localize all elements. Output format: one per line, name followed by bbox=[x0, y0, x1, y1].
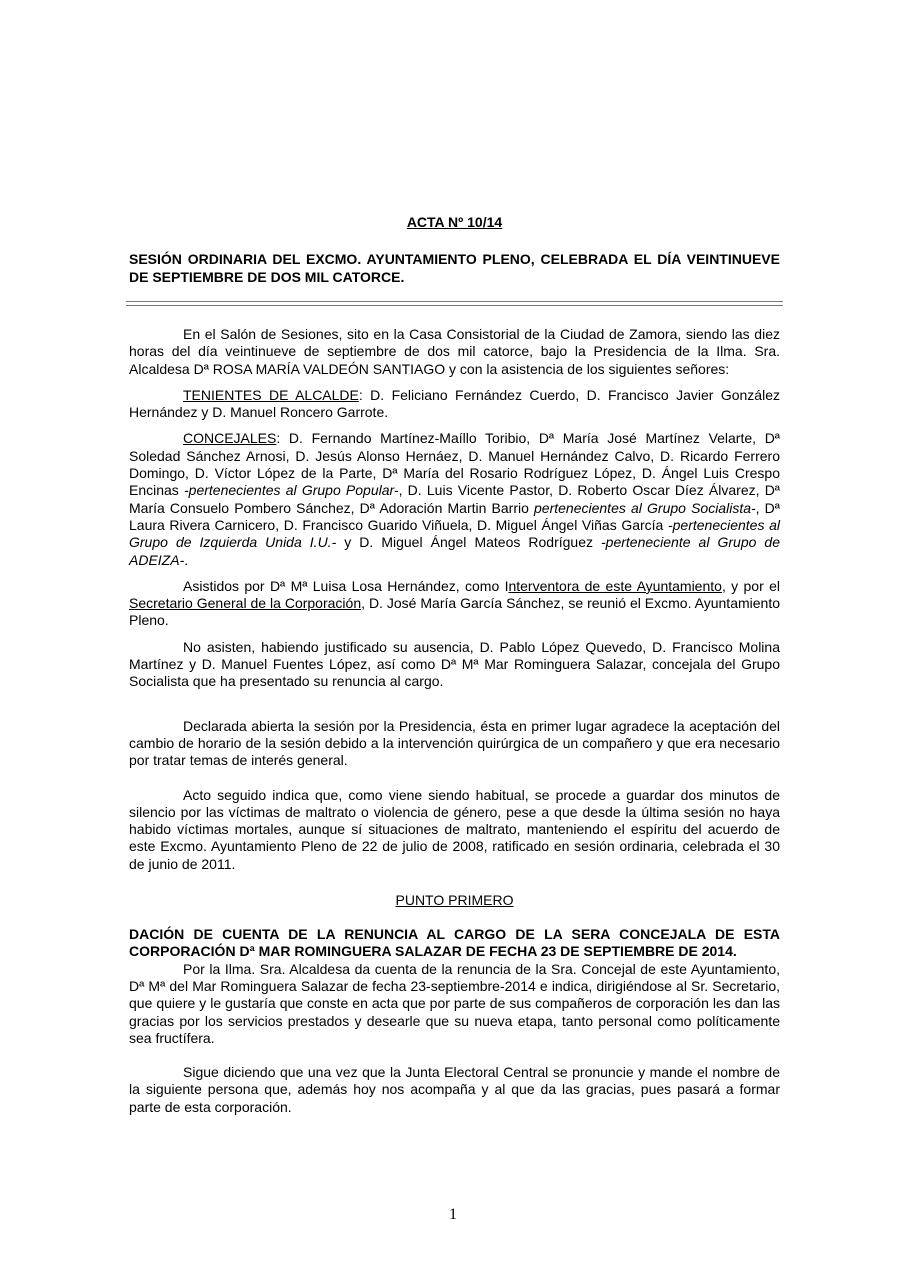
punto-primero-heading: PUNTO PRIMERO bbox=[395, 892, 514, 909]
concejales-text-2: , D. Luis Vicente Pastor, D. Roberto Oscar Díez Álvarez, Dª María Consuelo Pombero Sánchez, Dª Adoración Martin Barrio bbox=[129, 482, 780, 516]
intro-paragraph: En el Salón de Sesiones, sito en la Casa Consistorial de la Ciudad de Zamora, siendo las diez horas del día veintinueve de septiembre de dos mil catorce, bajo la Presidencia de la Ilma. Sra. Alcaldesa Dª ROSA MARÍA VALDEÓN SANTIAGO y con la asistencia de los siguientes señores: bbox=[129, 326, 780, 377]
interventora-underlined: nterventora de este Ayuntamiento bbox=[508, 577, 722, 594]
tenientes-paragraph bbox=[129, 387, 780, 422]
page-number: 1 bbox=[449, 1206, 457, 1223]
grupo-popular-note: -pertenecientes al Grupo Popular- bbox=[184, 482, 399, 499]
grupo-iu-note: -pertenecientes al Grupo de Izquierda Unida I.U.- bbox=[129, 516, 780, 551]
asistidos-text-2: , y por el bbox=[721, 577, 780, 594]
concejales-text-4: y D. Miguel Ángel Mateos Rodríguez bbox=[336, 534, 602, 551]
tenientes-label: TENIENTES DE ALCALDE bbox=[183, 386, 359, 403]
grupo-adeiza-note: -perteneciente al Grupo de ADEIZA- bbox=[129, 534, 780, 568]
acto-paragraph: Acto seguido indica que, como viene siendo habitual, se procede a guardar dos minutos de silencio por las víctimas de maltrato o violencia de género, pese a que desde la última sesión no haya habido víctimas mortales, aunque sí situaciones de maltrato, manteniendo el espíritu del acuerdo de este Excmo. Ayuntamiento Pleno de 22 de julio de 2008, ratificado en sesión ordinaria, celebrada el 30 de junio de 2011. bbox=[129, 786, 780, 872]
por-la-paragraph: Por la Ilma. Sra. Alcaldesa da cuenta de la renuncia de la Sra. Concejal de este Ayuntamiento, Dª Mª del Mar Rominguera Salazar de fecha 23-septiembre-2014 e indica, dirigiéndose al Sr. Secretario, que quiere y le gustaría que conste en acta que por parte de sus compañeros de corporación les dan las gracias por los servicios prestados y desearle que su nueva etapa, tanto personal como políticamente sea fructífera. bbox=[129, 960, 780, 1046]
acta-title: ACTA Nº 10/14 bbox=[406, 214, 503, 230]
asistidos-text-3: , D. José María García Sánchez, se reunió el Excmo. Ayuntamiento Pleno. bbox=[129, 595, 780, 629]
double-divider bbox=[126, 301, 783, 306]
grupo-socialista-note: pertenecientes al Grupo Socialista- bbox=[534, 499, 756, 516]
asistidos-text-1: Asistidos por Dª Mª Luisa Losa Hernández, como I bbox=[183, 577, 509, 594]
concejales-text-5: . bbox=[184, 551, 189, 568]
sigue-paragraph: Sigue diciendo que una vez que la Junta Electoral Central se pronuncie y mande el nombre de la siguiente persona que, además hoy nos acompaña y al que da las gracias, pues pasará a formar parte de esta corporación. bbox=[129, 1064, 780, 1115]
concejales-text-1: : D. Fernando Martínez-Maíllo Toribio, Dª María José Martínez Velarte, Dª Soledad Sánchez Arnosi, D. Jesús Alonso Hernáez, D. Manuel Hernández Calvo, D. Ricardo Ferrero Domingo, D. Víctor López de la Parte, Dª María del Rosario Rodríguez López, D. Ángel Luis Crespo Encinas bbox=[129, 430, 780, 499]
concejales-label: CONCEJALES bbox=[183, 430, 277, 447]
concejales-paragraph bbox=[129, 430, 780, 568]
tenientes-text: : D. Feliciano Fernández Cuerdo, D. Francisco Javier González Hernández y D. Manuel Roncero Garrote. bbox=[129, 386, 780, 421]
no-asisten-paragraph: No asisten, habiendo justificado su ausencia, D. Pablo López Quevedo, D. Francisco Molina Martínez y D. Manuel Fuentes López, así como Dª Mª Mar Rominguera Salazar, concejala del Grupo Socialista que ha presentado su renuncia al cargo. bbox=[129, 638, 780, 690]
session-heading: SESIÓN ORDINARIA DEL EXCMO. AYUNTAMIENTO PLENO, CELEBRADA EL DÍA VEINTINUEVE DE SEPTIEMBRE DE DOS MIL CATORCE. bbox=[129, 251, 780, 285]
declarada-paragraph: Declarada abierta la sesión por la Presidencia, ésta en primer lugar agradece la aceptación del cambio de horario de la sesión debido a la intervención quirúrgica de un compañero y que era necesario por tratar temas de interés general. bbox=[129, 717, 780, 769]
secretario-underlined: Secretario General de la Corporación bbox=[129, 595, 362, 612]
dacion-heading: DACIÓN DE CUENTA DE LA RENUNCIA AL CARGO DE LA SERA CONCEJALA DE ESTA CORPORACIÓN Dª MAR ROMINGUERA SALAZAR DE FECHA 23 DE SEPTIEMBRE DE 2014. bbox=[129, 926, 780, 960]
document-body bbox=[129, 213, 780, 1116]
concejales-text-3: , Dª Laura Rivera Carnicero, D. Francisco Guarido Viñuela, D. Miguel Ángel Viñas García bbox=[129, 499, 780, 533]
asistidos-paragraph bbox=[129, 578, 780, 630]
